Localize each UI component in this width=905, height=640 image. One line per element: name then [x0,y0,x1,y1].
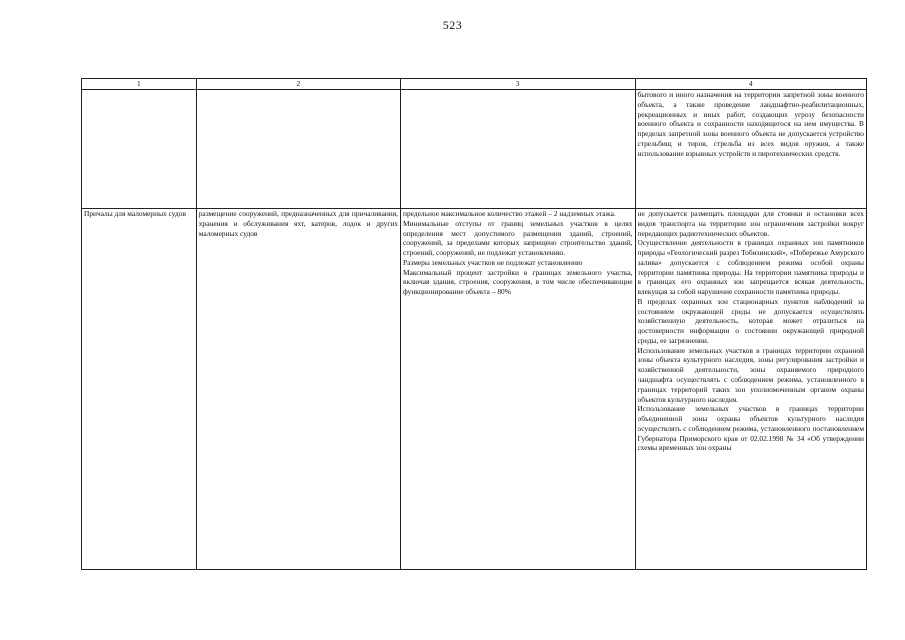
restriction-paragraph: Использование земельных участков в границах территории объединенной зоны охраны объектов культурного наследия осуществлять с соблюдением режима, установленного постановлением Губернатора Приморского края от 02.02.1998 № 34 «Об утверждении схемы временных зон охраны [637,404,864,453]
construction-parameters-cell [401,209,635,570]
parameter-paragraph: Размеры земельных участков не подлежат установлению [403,257,583,267]
land-use-description: размещение сооружений, предназначенных для причаливания, хранения и обслуживания яхт, катеров, лодок и других маломерных судов [198,209,399,238]
page-number: 523 [442,18,463,32]
parameter-paragraph: предельное максимальное количество этажей – 2 надземных этажа. [403,209,616,218]
restriction-paragraph: не допускается размещать площадки для стоянки и остановки всех видов транспорта на территории зон ограничения застройки вокруг передающих радиотехнических объектов. [637,209,864,238]
restriction-paragraph: Использование земельных участков в границах территории охранной зоны объекта культурного наследия, зоны регулирования застройки и хозяйственной деятельности, зоны охраняемого природного ландшафта осуществлять с соблюдением режима, установленного в границах территорий таких зон уполномоченным органом охраны объектов культурного наследия. [637,345,864,404]
table-cell-empty [196,90,400,209]
land-use-type: Причалы для маломерных судов [84,209,186,218]
restrictions-cell [635,209,867,570]
parameter-paragraph: Максимальный процент застройки в границах земельного участка, включая здания, строения, сооружения, в том числе обеспечивающие функционирование объекта – 80% [403,267,633,297]
column-header-4: 4 [635,79,867,90]
land-use-table [81,78,867,570]
restriction-paragraph: бытового и иного назначения на территории запретной зоны военного объекта, а также проведение ландшафтно-реабилитационных, рекреационных и иных работ, создающих угрозу безопасности военного объекта и сохранности находящегося на нем имущества. В пределах запретной зоны военного объекта не допускается устройство стрельбищ и тиров, стрельба из всех видов оружия, а также использование взрывных устройств и пиротехнических средств. [637,90,864,158]
restriction-paragraph: Осуществление деятельности в границах охранных зон памятников природы «Геологический разрез Тобизинский», «Побережье Амурского залива» допускается с соблюдением режима особой охраны территории памятника природы. На территории памятника природы и в границах его охранных зон запрещается всякая деятельность, влекущая за собой нарушение сохранности памятника природы. [637,238,864,297]
restrictions-cell-continued [635,90,867,209]
table-header-row [82,79,867,90]
column-header-2: 2 [196,79,400,90]
column-header-1: 1 [82,79,197,90]
table-row [82,90,867,209]
column-header-3: 3 [401,79,635,90]
table-row [82,209,867,570]
parameter-paragraph: Минимальные отступы от границ земельных участков в целях определения мест допустимого размещения зданий, строений, сооружений, за пределами которых запрещено строительство зданий, строений, сооружений, не подлежат установлению. [403,218,633,258]
restriction-paragraph: В пределах охранных зон стационарных пунктов наблюдений за состоянием окружающей среды не допускается осуществлять хозяйственную деятельность, которая может отразиться на достоверности информации о состоянии окружающей природной среды, ее загрязнении. [637,296,864,345]
land-use-type-cell [82,209,197,570]
table-cell-empty [82,90,197,209]
land-use-description-cell [196,209,400,570]
table-cell-empty [401,90,635,209]
